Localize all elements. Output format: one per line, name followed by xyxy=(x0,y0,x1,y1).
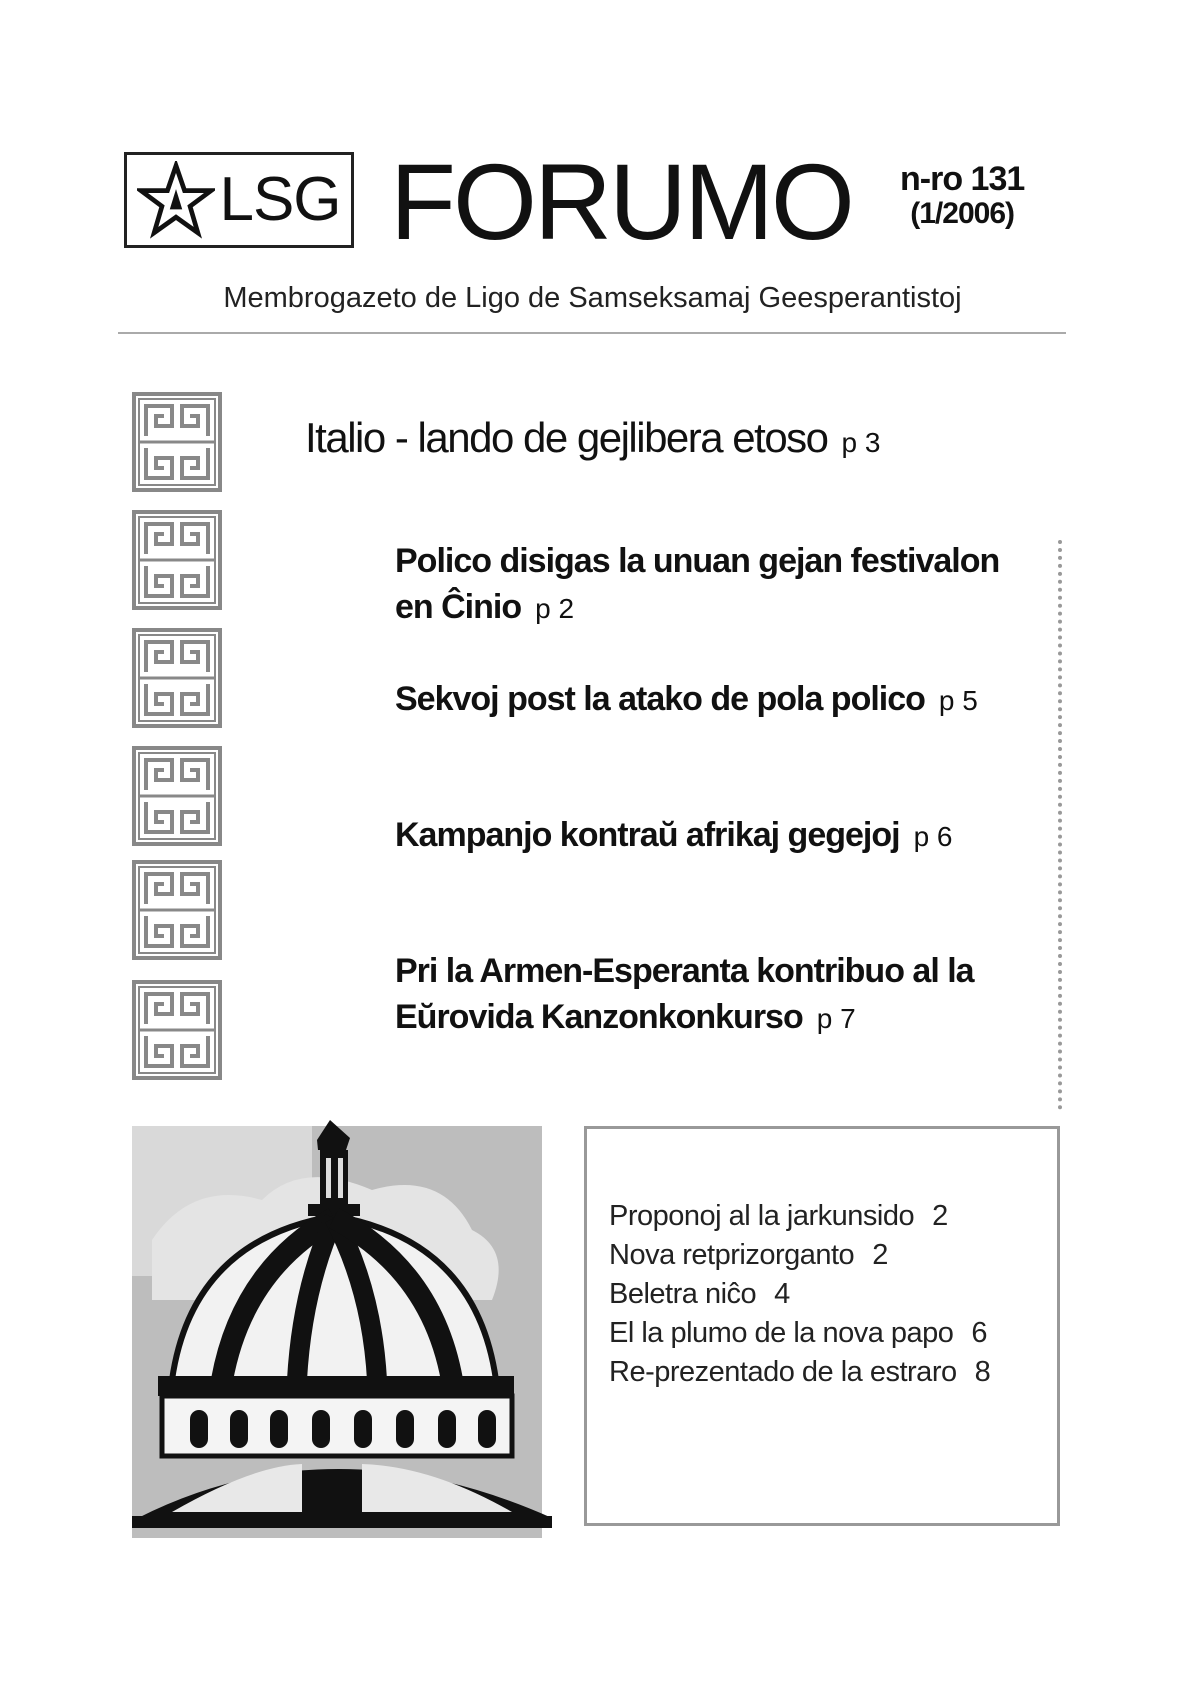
lsg-logo xyxy=(124,152,354,248)
list-item xyxy=(609,1314,1039,1353)
contents-page: 4 xyxy=(774,1278,790,1310)
contents-box xyxy=(584,1126,1060,1526)
greek-key-icon xyxy=(132,392,222,492)
greek-key-icon xyxy=(132,980,222,1080)
greek-key-icon xyxy=(132,510,222,610)
contents-title: Proponoj al la jarkunsido xyxy=(609,1200,915,1232)
story-headline xyxy=(395,812,1035,860)
story-headline xyxy=(395,948,1045,1042)
contents-page: 8 xyxy=(974,1356,991,1388)
issue-date: (1/2006) xyxy=(910,196,1014,230)
issue-number: n-ro 131 xyxy=(900,160,1025,198)
greek-key-icon xyxy=(132,628,222,728)
contents-title: Re-prezentado de la estraro xyxy=(609,1356,957,1388)
contents-page: 6 xyxy=(971,1317,988,1349)
story-title: Kampanjo kontraŭ afrikaj gegejoj xyxy=(395,816,900,854)
logo-text: LSG xyxy=(219,165,341,234)
star-emblem-icon xyxy=(137,161,215,239)
story-title: Sekvoj post la atako de pola polico xyxy=(395,680,925,718)
contents-title: Nova retprizorganto xyxy=(609,1239,855,1271)
list-item xyxy=(609,1275,1039,1314)
list-item xyxy=(609,1353,1039,1392)
story-title: Polico disigas la unuan gejan festivalon en Ĉinio xyxy=(395,542,1000,626)
story-page: p 7 xyxy=(816,1003,856,1034)
subtitle: Membrogazeto de Ligo de Samseksamaj Geesperantistoj xyxy=(223,282,962,314)
list-item xyxy=(609,1236,1039,1275)
issue-info xyxy=(900,162,1024,229)
contents-title: Beletra niĉo xyxy=(609,1278,757,1310)
greek-key-icon xyxy=(132,746,222,846)
story-page: p 5 xyxy=(938,685,978,716)
lead-headline-title: Italio - lando de gejlibera etoso xyxy=(305,414,828,461)
story-headline xyxy=(395,676,1035,724)
story-page: p 2 xyxy=(535,593,575,624)
header-divider xyxy=(118,332,1066,334)
story-title: Pri la Armen-Esperanta kontribuo al la Eŭrovida Kanzonkonkurso xyxy=(395,952,974,1036)
lead-headline xyxy=(305,414,880,462)
cathedral-dome-illustration xyxy=(132,1120,572,1540)
list-item xyxy=(609,1197,1039,1236)
story-page: p 6 xyxy=(913,821,953,852)
story-headline xyxy=(395,538,1035,632)
contents-title: El la plumo de la nova papo xyxy=(609,1317,954,1349)
publication-title: FORUMO xyxy=(390,141,852,262)
greek-key-icon xyxy=(132,860,222,960)
contents-list xyxy=(609,1197,1039,1392)
contents-page: 2 xyxy=(872,1239,888,1271)
dotted-divider xyxy=(1058,540,1062,1110)
lead-headline-page: p 3 xyxy=(841,427,881,458)
contents-page: 2 xyxy=(932,1200,948,1232)
